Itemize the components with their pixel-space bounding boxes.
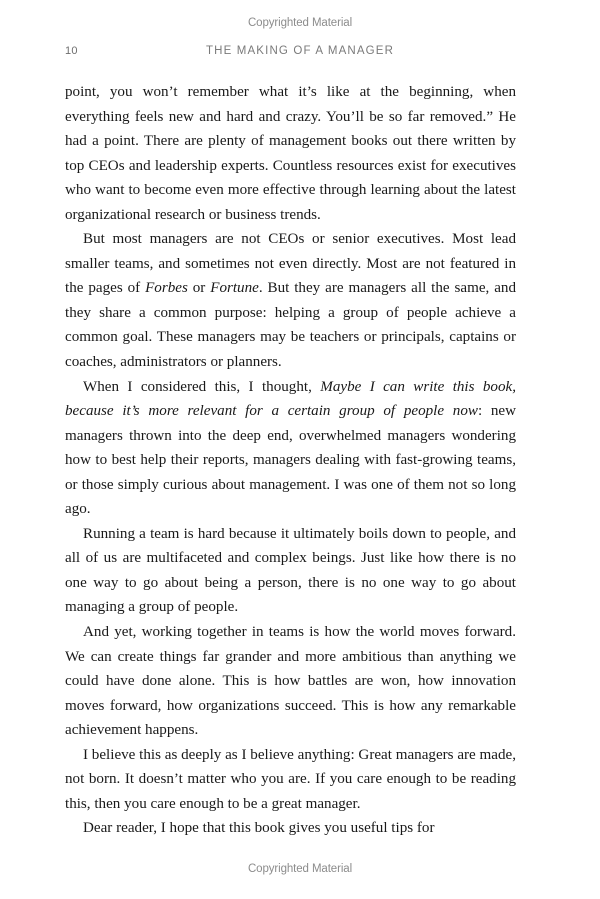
running-head	[0, 45, 600, 61]
text-run: When I considered this, I thought,	[83, 378, 321, 395]
body-paragraph	[65, 743, 516, 817]
copyright-watermark-top: Copyrighted Material	[247, 17, 353, 29]
page-number: 10	[65, 45, 78, 57]
text-run: point, you won’t remember what it’s like at the beginning, when everything feels new and hard and crazy. You’ll be so far removed.” He had a point. There are plenty of management books out there written by top CEOs and leadership experts. Countless resources exist for executives who want to become even more effective through learning about the latest organizational research or business trends.	[65, 84, 516, 223]
body-paragraph	[65, 816, 516, 841]
body-paragraph	[65, 620, 516, 743]
italic-text-run: Forbes	[145, 280, 188, 297]
text-run: And yet, working together in teams is how the world moves forward. We can create things far grander and more ambitious than anything we could have done alone. This is how battles are won, how innovation moves forward, how organizations succeed. This is how any remarkable achievement happens.	[65, 624, 516, 739]
italic-text-run: Maybe I can write this book, because it’s more relevant for a certain group of people now	[65, 378, 516, 420]
text-run: Dear reader, I hope that this book gives you useful tips for	[83, 820, 435, 837]
body-text-column	[65, 80, 516, 841]
text-run: I believe this as deeply as I believe anything: Great managers are made, not born. It doesn’t matter who you are. If you care enough to be reading this, then you care enough to be a great manager.	[65, 746, 516, 812]
body-paragraph	[65, 522, 516, 620]
book-title-running-head: THE MAKING OF A MANAGER	[205, 45, 395, 57]
body-paragraph	[65, 375, 516, 522]
body-paragraph	[65, 227, 516, 374]
text-run: But most managers are not CEOs or senior executives. Most lead smaller teams, and sometimes not even directly. Most are not featured in the pages of	[65, 231, 516, 297]
text-run: . But they are managers all the same, and they share a common purpose: helping a group of people achieve a common goal. These managers may be teachers or principals, captains or coaches, administrators or planners.	[65, 280, 516, 371]
body-paragraph	[65, 80, 516, 227]
text-run: : new managers thrown into the deep end, overwhelmed managers wondering how to best help their reports, managers dealing with fast-growing teams, or those simply curious about management. I was one of them not so long ago.	[65, 403, 516, 518]
text-run: or	[187, 280, 211, 297]
text-run: Running a team is hard because it ultimately boils down to people, and all of us are multifaceted and complex beings. Just like how there is no one way to go about being a person, there is no one way to go about managing a group of people.	[65, 525, 516, 616]
italic-text-run: Fortune	[210, 280, 259, 297]
copyright-watermark-bottom: Copyrighted Material	[247, 863, 353, 875]
